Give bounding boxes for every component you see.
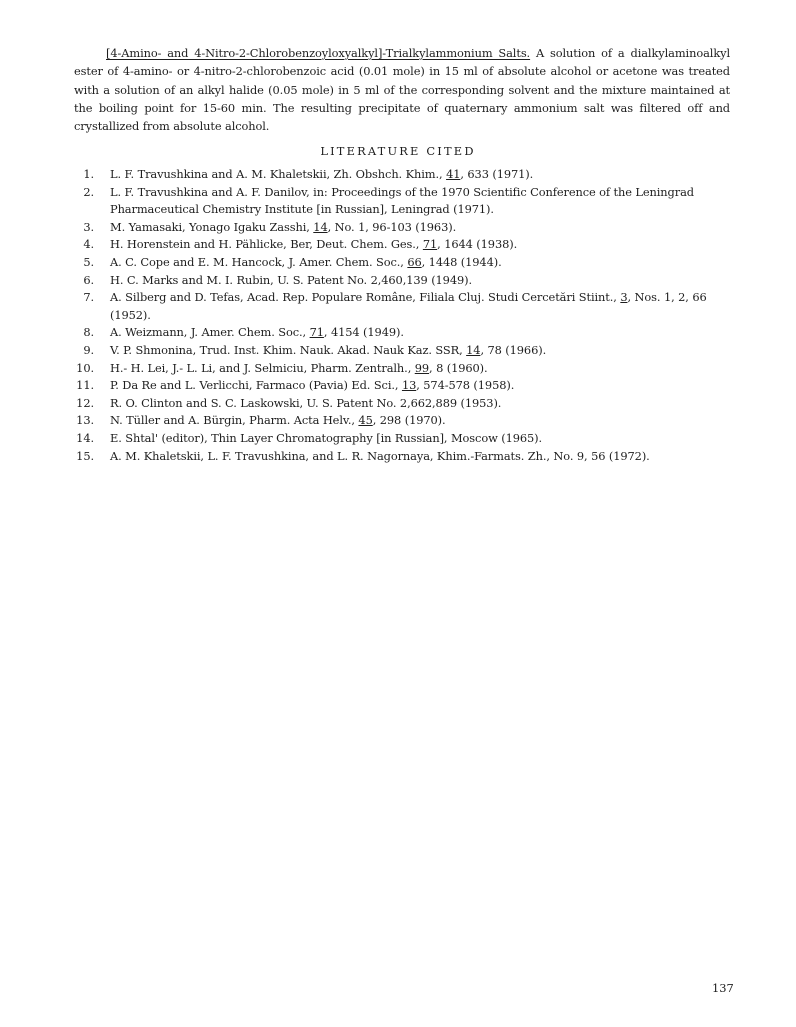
reference-text: L. F. Travushkina and A. F. Danilov, in: Proceedings of the 1970 Scientific Conference of the Leningrad Pharmaceutical Chemistry Institute [in Russian], Leningrad (1971).	[110, 184, 694, 217]
reference-volume: 99	[414, 360, 430, 375]
reference-item	[74, 272, 734, 290]
intro-text: A solution of a dialkylaminoalkyl ester of 4-amino- or 4-nitro-2-chlorobenzoic acid (0.01 mole) in 15 ml of absolute alcohol or acetone was treated with a solution of an alkyl halide (0.05 mole) in 5 ml of the corresponding solvent and the mixture maintained at the boiling point for 15-60 min. The resulting precipitate of quaternary ammonium salt was filtered off and crystallized from absolute alcohol.	[74, 46, 730, 134]
reference-item	[74, 342, 734, 360]
reference-text: A. M. Khaletskii, L. F. Travushkina, and L. R. Nagornaya, Khim.-Farmats. Zh., No. 9, 56 (1972).	[110, 448, 650, 463]
reference-number: 7.	[83, 290, 94, 305]
reference-text: M. Yamasaki, Yonago Igaku Zasshi,	[110, 219, 314, 234]
reference-item	[74, 289, 734, 324]
reference-volume: 13	[401, 378, 417, 393]
reference-number: 3.	[83, 219, 94, 234]
reference-item	[74, 430, 734, 448]
reference-text: H. Horenstein and H. Pählicke, Ber, Deut. Chem. Ges.,	[110, 237, 423, 252]
reference-item	[74, 377, 734, 395]
reference-number: 14.	[76, 430, 94, 445]
reference-volume: 14	[313, 219, 328, 234]
reference-number: 8.	[83, 325, 94, 340]
reference-number: 2.	[83, 184, 94, 199]
reference-item	[74, 219, 734, 237]
reference-number: 5.	[83, 254, 94, 269]
reference-volume: 3	[620, 290, 628, 305]
reference-number: 1.	[83, 167, 94, 181]
reference-text: H. C. Marks and M. I. Rubin, U. S. Patent No. 2,460,139 (1949).	[110, 272, 472, 287]
reference-text: P. Da Re and L. Verlicchi, Farmaco (Pavia) Ed. Sci.,	[110, 378, 402, 393]
reference-volume: 45	[358, 413, 373, 428]
reference-text-tail: , 8 (1960).	[429, 360, 488, 375]
reference-text: V. P. Shmonina, Trud. Inst. Khim. Nauk. Akad. Nauk Kaz. SSR,	[110, 342, 467, 357]
reference-text: L. F. Travushkina and A. M. Khaletskii, Zh. Obshch. Khim.,	[110, 167, 447, 181]
reference-text: A. C. Cope and E. M. Hancock, J. Amer. Chem. Soc.,	[110, 254, 408, 269]
intro-paragraph	[74, 44, 730, 135]
reference-text-tail: , No. 1, 96-103 (1963).	[327, 219, 457, 234]
reference-volume: 41	[446, 167, 461, 181]
section-heading: [4-Amino- and 4-Nitro-2-Chlorobenzoyloxyalkyl]-Trialkylammonium Salts.	[106, 46, 531, 60]
reference-text-tail: , 4154 (1949).	[323, 325, 404, 340]
reference-text: H.- H. Lei, J.- L. Li, and J. Selmiciu, Pharm. Zentralh.,	[110, 360, 415, 375]
reference-number: 15.	[76, 448, 94, 463]
reference-number: 13.	[76, 413, 94, 428]
reference-number: 6.	[83, 272, 94, 287]
reference-item	[74, 184, 734, 219]
reference-item	[74, 236, 734, 254]
reference-text: A. Weizmann, J. Amer. Chem. Soc.,	[110, 325, 310, 340]
reference-volume: 66	[407, 254, 422, 269]
reference-list	[74, 166, 734, 465]
reference-text-tail: , 574-578 (1958).	[416, 378, 515, 393]
reference-text-tail: , 1448 (1944).	[421, 254, 502, 269]
reference-item	[74, 448, 734, 466]
reference-number: 10.	[76, 360, 94, 375]
reference-volume: 71	[422, 237, 438, 252]
reference-text-tail: , 298 (1970).	[372, 413, 446, 428]
reference-item	[74, 395, 734, 413]
reference-item	[74, 360, 734, 378]
reference-item	[74, 324, 734, 342]
literature-cited-title: LITERATURE CITED	[320, 144, 476, 158]
reference-number: 9.	[83, 342, 94, 357]
reference-item	[74, 254, 734, 272]
reference-text-tail: , 78 (1966).	[480, 342, 547, 357]
reference-number: 12.	[76, 395, 94, 410]
page-number: 137	[712, 981, 734, 995]
reference-text: R. O. Clinton and S. C. Laskowski, U. S. Patent No. 2,662,889 (1953).	[110, 395, 502, 410]
reference-text: E. Shtal' (editor), Thin Layer Chromatography [in Russian], Moscow (1965).	[110, 430, 543, 445]
reference-number: 4.	[83, 237, 94, 252]
reference-volume: 71	[309, 325, 324, 340]
reference-text-tail: , Nos. 1, 2, 66 (1952).	[110, 290, 707, 322]
reference-number: 11.	[76, 378, 94, 393]
reference-text: A. Silberg and D. Tefas, Acad. Rep. Populare Române, Filiala Cluj. Studi Cercetări Stiint.,	[110, 290, 621, 305]
reference-text-tail: , 633 (1971).	[460, 167, 534, 181]
reference-volume: 14	[466, 342, 481, 357]
reference-text-tail: , 1644 (1938).	[437, 237, 518, 252]
reference-text: N. Tüller and A. Bürgin, Pharm. Acta Helv.,	[110, 413, 359, 428]
reference-item	[74, 166, 734, 184]
reference-item	[74, 412, 734, 430]
